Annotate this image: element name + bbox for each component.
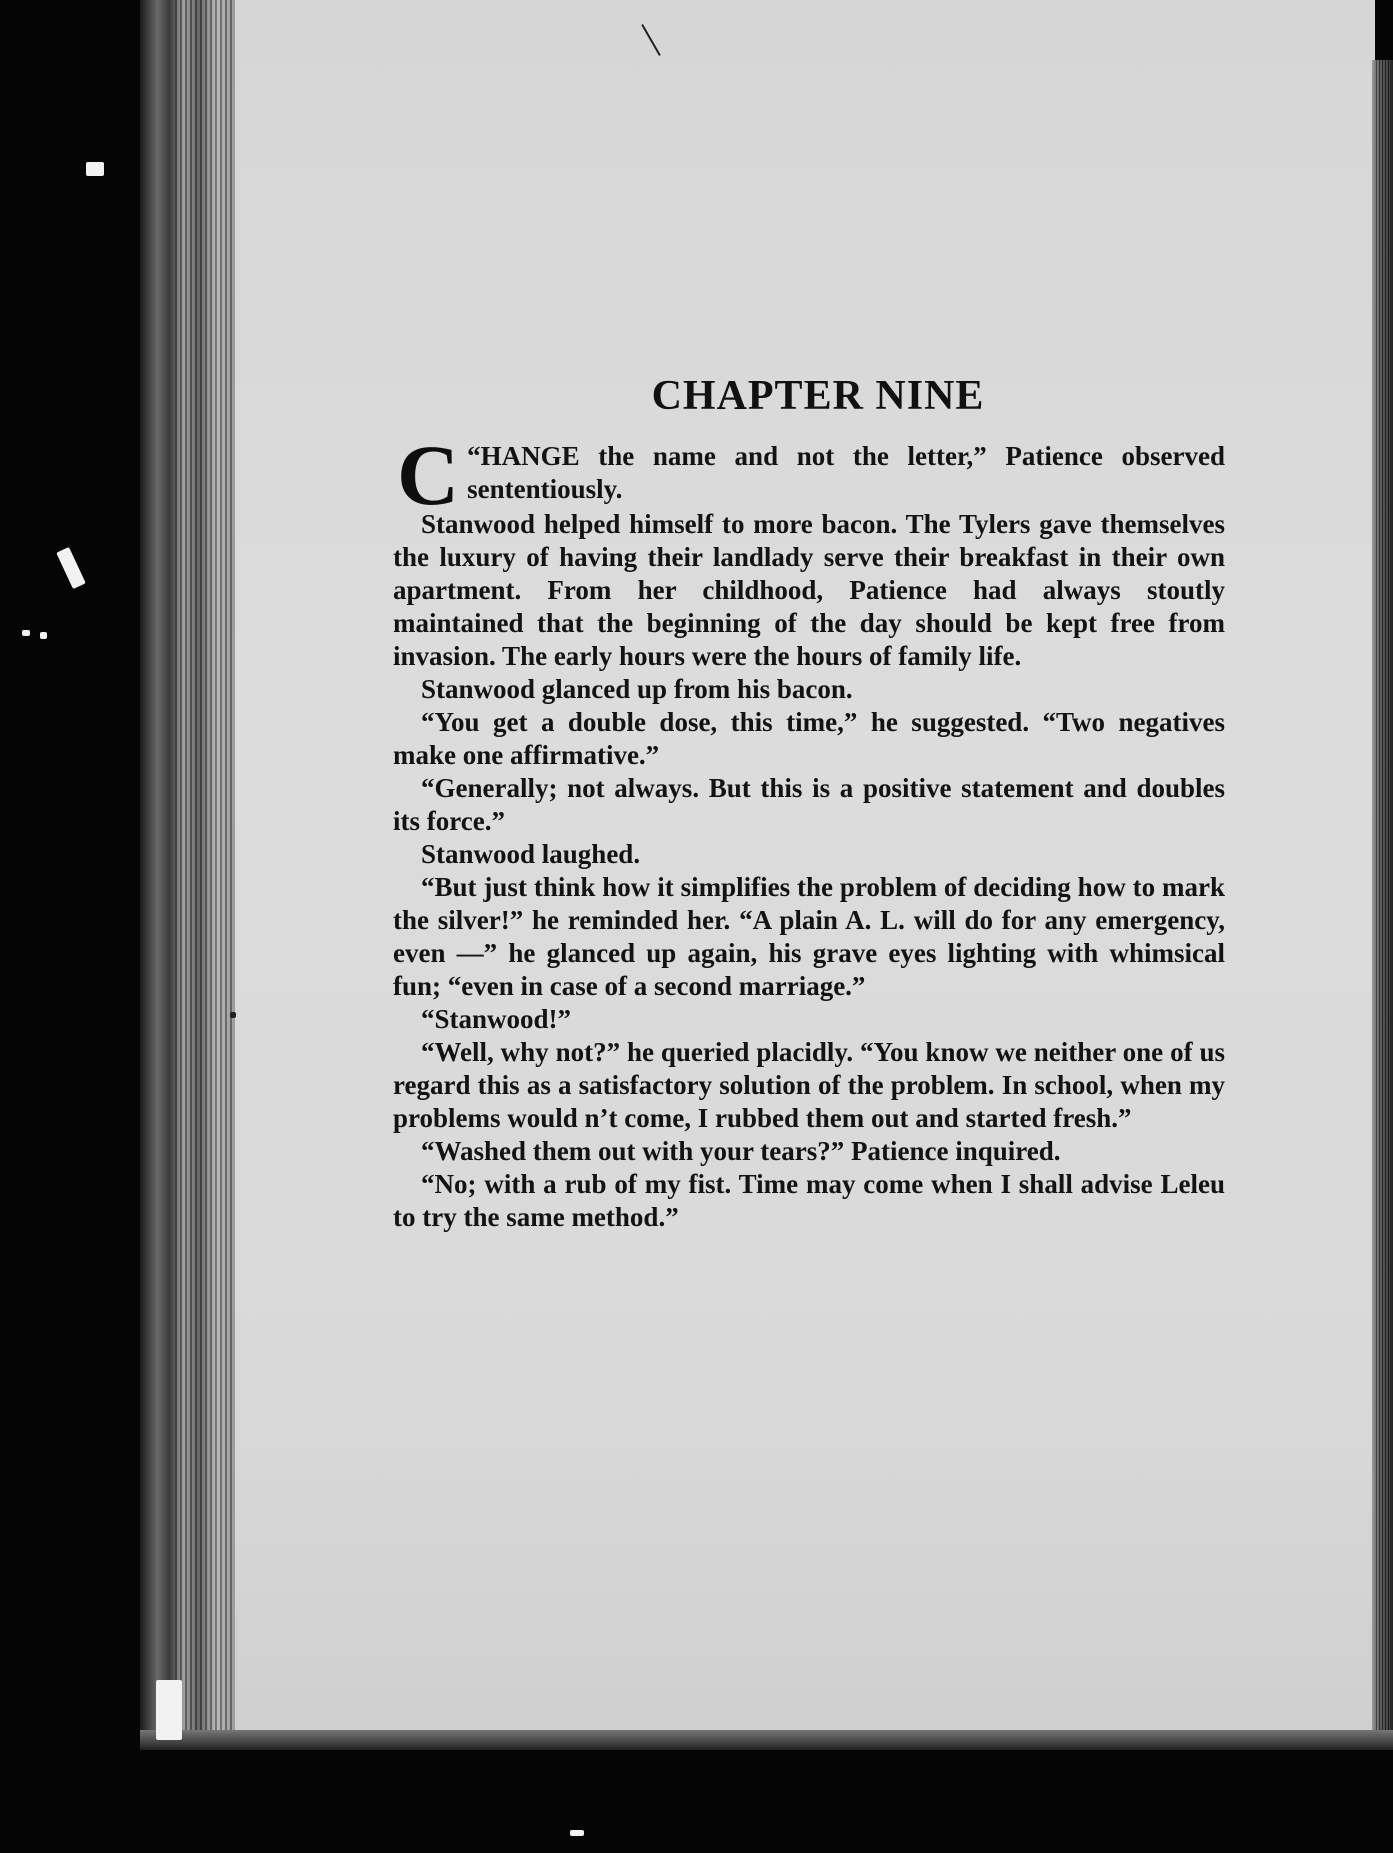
chapter-title: CHAPTER NINE [651, 373, 985, 419]
body-paragraph: Stanwood helped himself to more bacon. The Tylers gave themselves the luxury of having their landlady serve their breakfast in their own apartment. From her childhood, Patience had always stoutly maintained that the beginning of the day should be kept free from invasion. The early hours were the hours of family life. [393, 509, 1225, 671]
body-paragraph: “No; with a rub of my fist. Time may come when I shall advise Leleu to try the same method.” [393, 1169, 1225, 1232]
right-page-edge-stripes [1376, 60, 1390, 1750]
bottom-page-shadow [140, 1730, 1393, 1750]
scan-speck [56, 547, 86, 589]
body-paragraph: Stanwood glanced up from his bacon. [421, 674, 853, 704]
scan-speck [230, 1012, 236, 1018]
page-text [393, 372, 1225, 1234]
opening-paragraph-text: HANGE the name and not the letter,” Patience observed sententiously. [467, 441, 1225, 504]
body-paragraph: “Generally; not always. But this is a positive statement and doubles its force.” [393, 773, 1225, 836]
drop-cap-letter: C [397, 427, 460, 523]
scan-speck [570, 1830, 584, 1836]
scan-speck [156, 1680, 182, 1740]
opening-quote-mark: “ [467, 441, 481, 471]
scan-speck [40, 632, 47, 639]
body-paragraph: “Washed them out with your tears?” Patience inquired. [421, 1136, 1061, 1166]
body-paragraph: Stanwood laughed. [421, 839, 641, 869]
opening-paragraph [393, 427, 1225, 523]
body-paragraph: “Stanwood!” [421, 1004, 572, 1034]
body-paragraph: “You get a double dose, this time,” he suggested. “Two negatives make one affirmative.” [393, 707, 1225, 770]
body-paragraph: “Well, why not?” he queried placidly. “You know we neither one of us regard this as a satisfactory solution of the problem. In school, when my problems would n’t come, I rubbed them out and started fresh.” [393, 1037, 1225, 1133]
page-edge-stripes [175, 0, 237, 1740]
body-paragraph: “But just think how it simplifies the problem of deciding how to mark the silver!” he reminded her. “A plain A. L. will do for any emergency, even —” he glanced up again, his grave eyes lighting with whimsical fun; “even in case of a second marriage.” [393, 872, 1225, 1001]
scan-speck [22, 630, 30, 636]
scan-speck [86, 162, 104, 176]
